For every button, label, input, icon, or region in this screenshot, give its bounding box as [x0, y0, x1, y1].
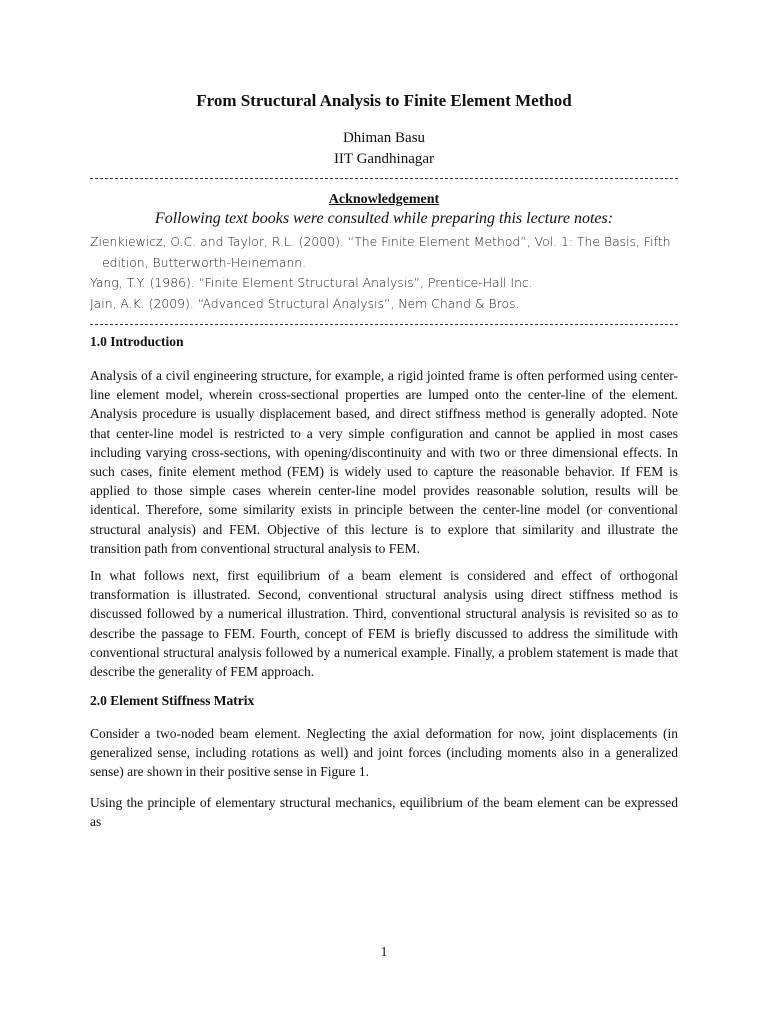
acknowledgement-intro: Following text books were consulted while preparing this lecture notes:: [154, 210, 614, 227]
reference-item: Jain, A.K. (2009). “Advanced Structural Analysis”, Nem Chand & Bros.: [90, 295, 520, 311]
paragraph: In what follows next, first equilibrium of a beam element is considered and effect of orthogonal transformation is illustrated. Second, conventional structural analysis using direct stiffness method is discussed followed by a numerical illustration. Third, conventional structural analysis is revisited so as to describe the passage to FEM. Fourth, concept of FEM is briefly discussed to address the similitude with conventional structural analysis followed by a numerical example. Finally, a problem statement is made that describe the generality of FEM approach.: [90, 568, 678, 680]
page-number: 1: [380, 944, 388, 959]
reference-list: [90, 232, 678, 314]
section-heading-element-stiffness: 2.0 Element Stiffness Matrix: [90, 693, 255, 708]
divider-top: [90, 178, 678, 179]
reference-item: Zienkiewicz, O.C. and Taylor, R.L. (2000). “The Finite Element Method”, Vol. 1: The Basis, Fifth edition, Butterworth-Heinemann.: [90, 234, 671, 270]
document-title: From Structural Analysis to Finite Element Method: [196, 91, 572, 110]
author-affiliation: IIT Gandhinagar: [333, 151, 435, 167]
author-name: Dhiman Basu: [342, 130, 426, 146]
paragraph: Using the principle of elementary structural mechanics, equilibrium of the beam element can be expressed as: [90, 795, 678, 830]
paragraph: Consider a two-noded beam element. Neglecting the axial deformation for now, joint displacements (in generalized sense, including rotations as well) and joint forces (including moments also in a generalized sense) are shown in their positive sense in Figure 1.: [90, 726, 678, 780]
acknowledgement-heading: Acknowledgement: [328, 192, 440, 207]
divider-bottom: [90, 324, 678, 325]
section-heading-introduction: 1.0 Introduction: [90, 334, 184, 349]
reference-item: Yang, T.Y. (1986). “Finite Element Structural Analysis”, Prentice-Hall Inc.: [90, 275, 533, 290]
paragraph: Analysis of a civil engineering structure, for example, a rigid jointed frame is often performed using center-line element model, wherein cross-sectional properties are lumped onto the center-line of the element. Analysis procedure is usually displacement based, and direct stiffness method is generally adopted. Note that center-line model is restricted to a very simple configuration and cannot be applied in most cases including varying cross-sections, with opening/discontinuity and with two or three dimensional effects. In such cases, finite element method (FEM) is widely used to capture the reasonable behavior. If FEM is applied to those simple cases wherein center-line model provides reasonable solution, results will be identical. Therefore, some similarity exists in principle between the center-line model (or conventional structural analysis) and FEM. Objective of this lecture is to explore that similarity and illustrate the transition path from conventional structural analysis to FEM.: [90, 368, 678, 556]
